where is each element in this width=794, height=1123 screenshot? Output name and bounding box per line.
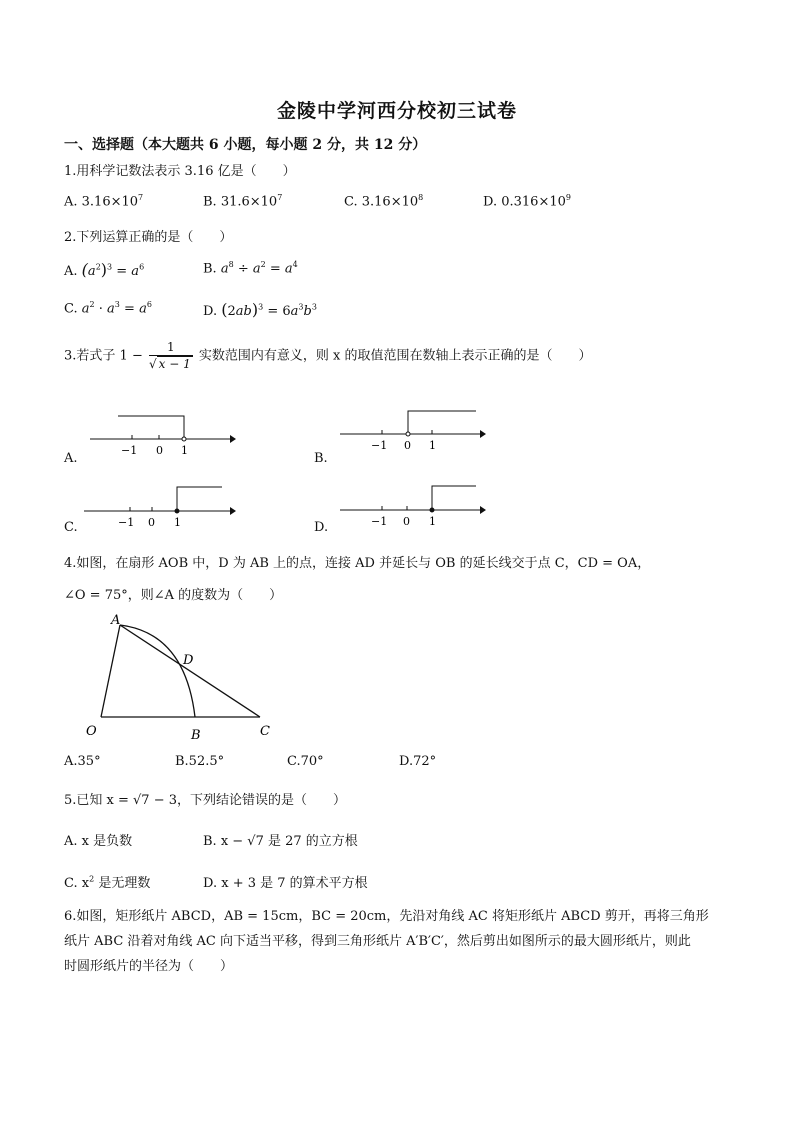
question-6-line-1: 6.如图，矩形纸片 ABCD，AB = 15cm，BC = 20cm，先沿对角线 AC 将矩形纸片 ABCD 剪开，再将三角形 (64, 909, 709, 924)
tick-label: −1 (121, 444, 138, 457)
sector-figure (80, 608, 280, 743)
number-line-b (336, 406, 488, 456)
tick-label: 0 (148, 516, 155, 529)
question-3-option-b-label[interactable]: B. (314, 451, 328, 466)
question-4-option-a[interactable]: A.35° (64, 754, 101, 769)
tick-label: 1 (181, 444, 188, 457)
question-3-stem: 3.若式子 1 − $\frac{1}{√ x - 1}$ 实数范围内有意义，则 x 的取值范围在数轴上表示正确的是（ ） (64, 340, 592, 371)
point-a-label: A (111, 613, 121, 628)
question-6-line-3: 时圆形纸片的半径为（ ） (64, 959, 234, 974)
question-3-option-a-label[interactable]: A. (64, 451, 78, 466)
question-4-line-2: ∠O = 75°，则∠A 的度数为（ ） (64, 588, 283, 603)
question-5-option-c[interactable]: C. $x^2$ 是无理数 (64, 874, 151, 891)
section-heading: 一、选择题（本大题共 6 小题，每小题 2 分，共 12 分） (64, 137, 427, 153)
question-1-stem: 1.用科学记数法表示 3.16 亿是（ ） (64, 164, 296, 179)
tick-label: −1 (371, 439, 388, 452)
question-1-option-b[interactable]: B. $31.6\times 10^7$ (203, 193, 283, 210)
tick-label: 1 (429, 439, 436, 452)
point-d-label: D (183, 653, 194, 668)
tick-label: 0 (403, 515, 410, 528)
question-5-option-d[interactable]: D. x + 3 是 7 的算术平方根 (203, 876, 368, 891)
question-4-option-b[interactable]: B.52.5° (175, 754, 225, 769)
number-line-d (336, 480, 488, 530)
tick-label: 0 (156, 444, 163, 457)
point-c-label: C (260, 724, 270, 739)
question-2-option-b[interactable]: B. $a^8 \div a^2 = a^4$ (203, 260, 298, 277)
question-2-option-c[interactable]: C. $a^2 \cdot a^3 = a^6$ (64, 300, 152, 317)
question-2-option-d[interactable]: D. $(2ab)^3 = 6a^3b^3$ (203, 300, 317, 319)
point-b-label: B (191, 728, 201, 743)
question-1-option-c[interactable]: C. $3.16\times 10^8$ (344, 193, 424, 210)
tick-label: −1 (371, 515, 388, 528)
question-4-line-1: 4.如图，在扇形 AOB 中，D 为 AB 上的点，连接 AD 并延长与 OB 的延长线交于点 C，CD = OA， (64, 556, 651, 571)
question-6-line-2: 纸片 ABC 沿着对角线 AC 向下适当平移，得到三角形纸片 A′B′C′，然后剪出如图所示的最大圆形纸片，则此 (64, 934, 691, 949)
question-3-option-d-label[interactable]: D. (314, 520, 329, 535)
question-4-option-c[interactable]: C.70° (287, 754, 324, 769)
question-1-option-d[interactable]: D. $0.316\times 10^9$ (483, 193, 571, 210)
number-line-a (86, 410, 238, 460)
question-5-option-b[interactable]: B. x − √7 是 27 的立方根 (203, 834, 358, 849)
tick-label: 1 (174, 516, 181, 529)
page-title: 金陵中学河西分校初三试卷 (276, 100, 517, 122)
question-3-option-c-label[interactable]: C. (64, 520, 78, 535)
number-line-c (80, 482, 240, 532)
tick-label: 1 (429, 515, 436, 528)
question-4-option-d[interactable]: D.72° (399, 754, 437, 769)
tick-label: 0 (404, 439, 411, 452)
question-1-option-a[interactable]: A. $3.16\times 10^7$ (64, 193, 144, 210)
question-5-option-a[interactable]: A. x 是负数 (64, 834, 133, 849)
question-5-stem: 5.已知 x = √7 − 3，下列结论错误的是（ ） (64, 793, 347, 808)
question-2-stem: 2.下列运算正确的是（ ） (64, 230, 233, 245)
point-o-label: O (86, 724, 97, 739)
question-2-option-a[interactable]: A. $(a^2)^3 = a^6$ (64, 260, 145, 279)
fraction: $\frac{1}{√ x - 1}$ (148, 340, 191, 371)
tick-label: −1 (118, 516, 135, 529)
